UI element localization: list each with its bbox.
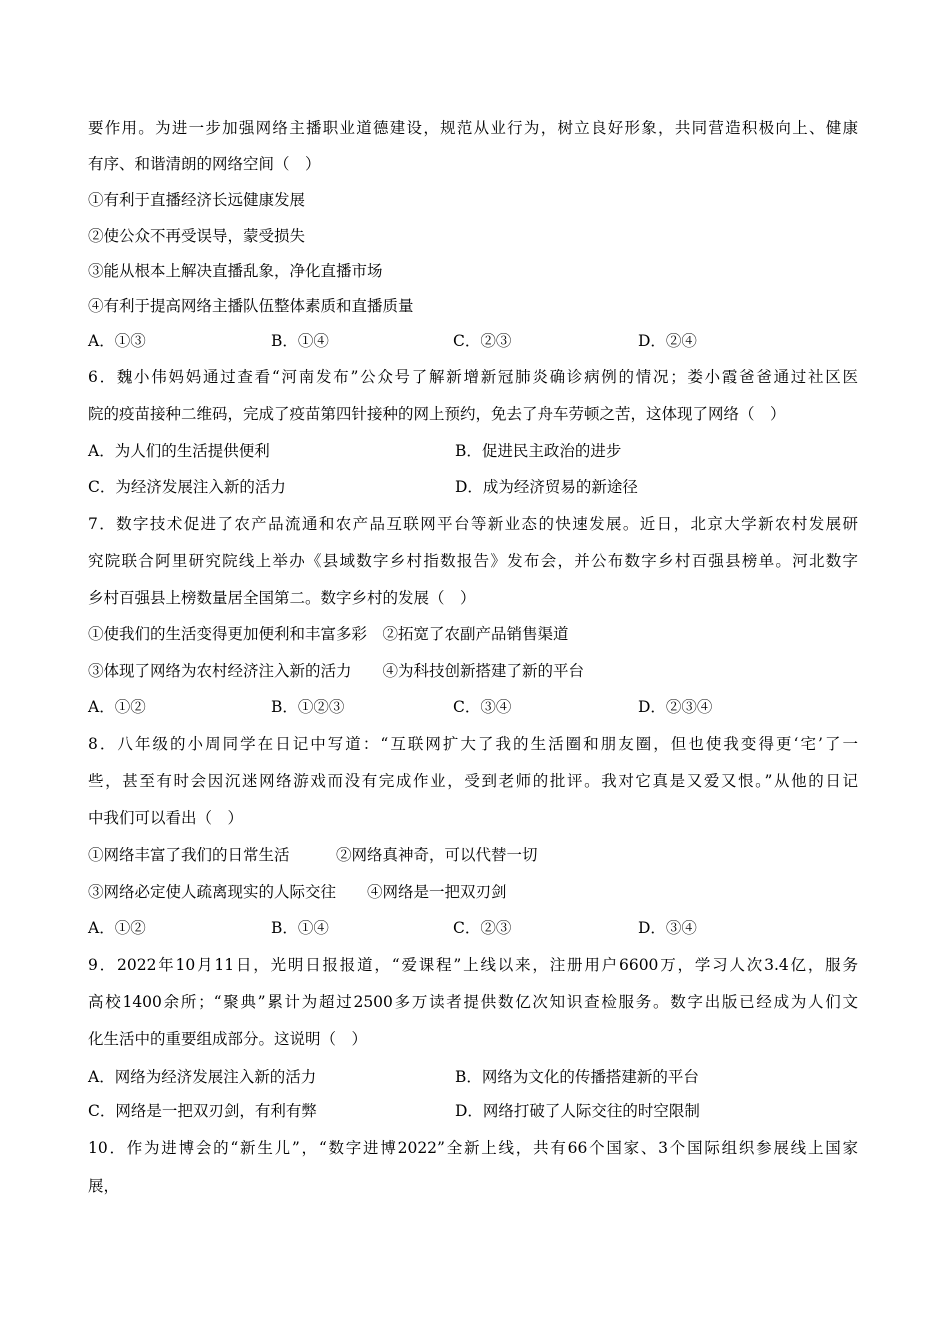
q8-line1: 8．八年级的小周同学在日记中写道：“互联网扩大了我的生活圈和朋友圈，但也使我变得更‘宅’了一 bbox=[88, 735, 858, 753]
q5-statement-1: ①有利于直播经济长远健康发展 bbox=[88, 191, 306, 209]
q5-line2: 有序、和谐清朗的网络空间（ ） bbox=[88, 155, 321, 173]
q9-option-d: D．网络打破了人际交往的时空限制 bbox=[455, 1102, 700, 1120]
q6-option-b: B．促进民主政治的进步 bbox=[455, 442, 622, 460]
q5-statement-4: ④有利于提高网络主播队伍整体素质和直播质量 bbox=[88, 297, 414, 315]
q5-option-d: D．②④ bbox=[638, 332, 697, 350]
q5-statement-3: ③能从根本上解决直播乱象，净化直播市场 bbox=[88, 262, 383, 280]
q6-option-c: C．为经济发展注入新的活力 bbox=[88, 478, 286, 496]
q6-line2: 院的疫苗接种二维码，完成了疫苗第四针接种的网上预约，免去了舟车劳顿之苦，这体现了网络（ ） bbox=[88, 405, 786, 423]
q9-line3: 化生活中的重要组成部分。这说明（ ） bbox=[88, 1030, 368, 1048]
q7-statements-3-4: ③体现了网络为农村经济注入新的活力 ④为科技创新搭建了新的平台 bbox=[88, 662, 585, 680]
q7-option-b: B．①②③ bbox=[271, 698, 345, 716]
q7-option-d: D．②③④ bbox=[638, 698, 713, 716]
q7-option-a: A．①② bbox=[88, 698, 146, 716]
q8-option-c: C．②③ bbox=[453, 919, 512, 937]
q8-statements-1-2: ①网络丰富了我们的日常生活 ②网络真神奇，可以代替一切 bbox=[88, 846, 538, 864]
q6-option-a: A．为人们的生活提供便利 bbox=[88, 442, 270, 460]
q10-line1: 10．作为进博会的“新生儿”，“数字进博2022”全新上线，共有66个国家、3个国际组织参展线上国家 bbox=[88, 1139, 858, 1157]
q7-line3: 乡村百强县上榜数量居全国第二。数字乡村的发展（ ） bbox=[88, 589, 476, 607]
q8-option-d: D．③④ bbox=[638, 919, 697, 937]
q8-option-b: B．①④ bbox=[271, 919, 329, 937]
q5-statement-2: ②使公众不再受误导，蒙受损失 bbox=[88, 227, 306, 245]
q6-option-d: D．成为经济贸易的新途径 bbox=[455, 478, 638, 496]
q5-option-c: C．②③ bbox=[453, 332, 512, 350]
q10-line2: 展， bbox=[88, 1177, 120, 1195]
q5-option-a: A．①③ bbox=[88, 332, 146, 350]
q7-line1: 7．数字技术促进了农产品流通和农产品互联网平台等新业态的快速发展。近日，北京大学新农村发展研 bbox=[88, 515, 858, 533]
q9-option-a: A．网络为经济发展注入新的活力 bbox=[88, 1068, 317, 1086]
q5-option-b: B．①④ bbox=[271, 332, 329, 350]
q7-statements-1-2: ①使我们的生活变得更加便利和丰富多彩 ②拓宽了农副产品销售渠道 bbox=[88, 625, 569, 643]
q8-option-a: A．①② bbox=[88, 919, 146, 937]
q9-line1: 9．2022年10月11日，光明日报报道，“爱课程”上线以来，注册用户6600万，学习人次3.4亿，服务 bbox=[88, 956, 858, 974]
q9-line2: 高校1400余所；“聚典”累计为超过2500多万读者提供数亿次知识查检服务。数字出版已经成为人们文 bbox=[88, 993, 858, 1011]
q8-line3: 中我们可以看出（ ） bbox=[88, 809, 244, 827]
q5-line1: 要作用。为进一步加强网络主播职业道德建设，规范从业行为，树立良好形象，共同营造积极向上、健康 bbox=[88, 119, 858, 137]
q7-option-c: C．③④ bbox=[453, 698, 512, 716]
q7-line2: 究院联合阿里研究院线上举办《县域数字乡村指数报告》发布会，并公布数字乡村百强县榜单。河北数字 bbox=[88, 552, 858, 570]
q8-line2: 些，甚至有时会因沉迷网络游戏而没有完成作业，受到老师的批评。我对它真是又爱又恨。”从他的日记 bbox=[88, 772, 858, 790]
q8-statements-3-4: ③网络必定使人疏离现实的人际交往 ④网络是一把双刃剑 bbox=[88, 883, 507, 901]
q9-option-b: B．网络为文化的传播搭建新的平台 bbox=[455, 1068, 699, 1086]
q6-line1: 6．魏小伟妈妈通过查看“河南发布”公众号了解新增新冠肺炎确诊病例的情况；娄小霞爸爸通过社区医 bbox=[88, 368, 858, 386]
q9-option-c: C．网络是一把双刃剑，有利有弊 bbox=[88, 1102, 317, 1120]
